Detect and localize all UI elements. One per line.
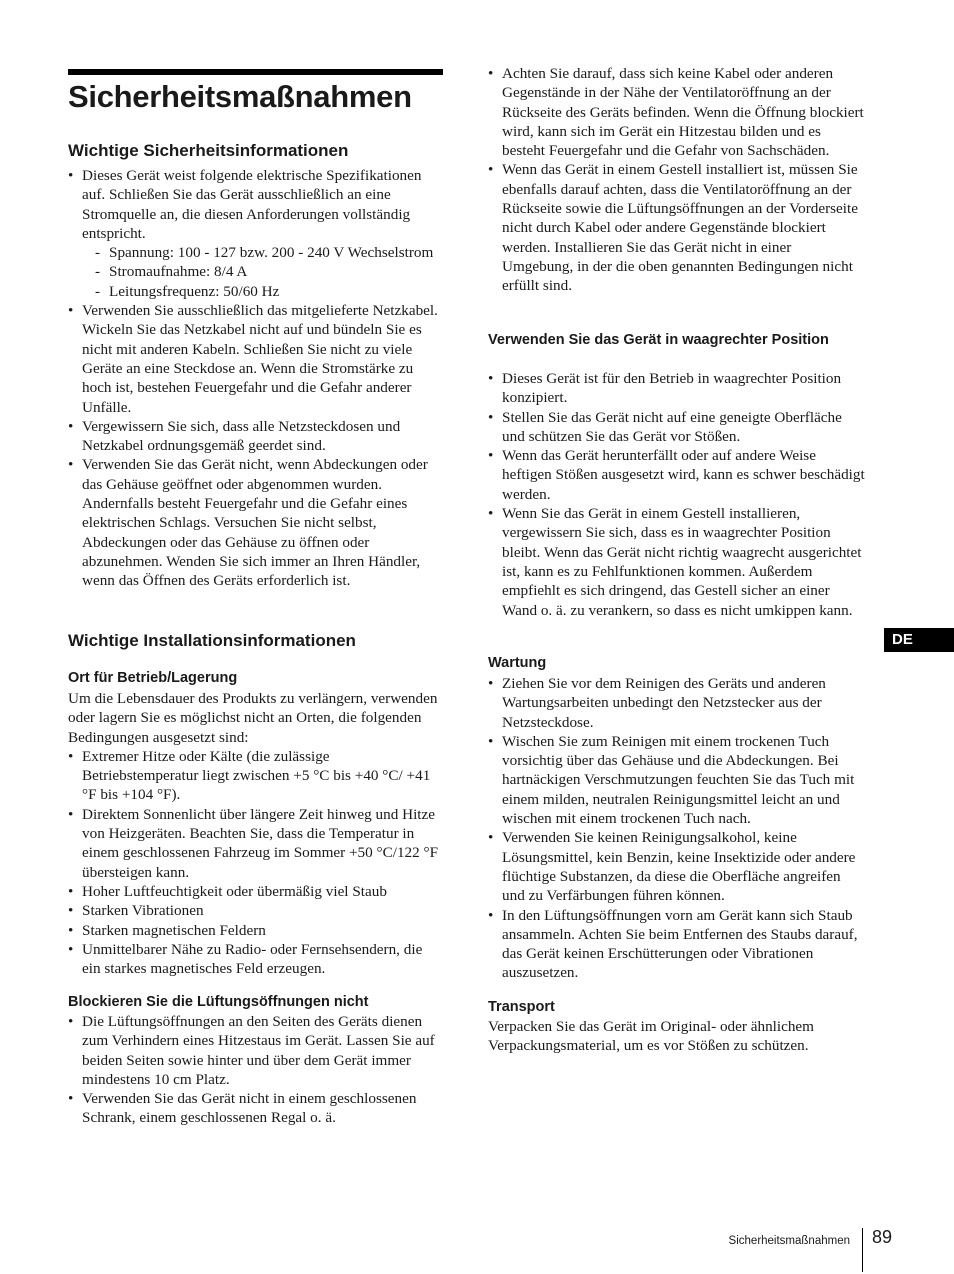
list-item: • Verwenden Sie keinen Reinigungsalkohol, keine Lösungsmittel, kein Benzin, keine Insektizide oder andere flüchtige Substanzen, da diese die Oberfläche angreifen und zu Verfärbungen führen können.: [488, 828, 866, 905]
safety-list: [68, 166, 443, 591]
list-item: • Direktem Sonnenlicht über längere Zeit hinweg und Hitze von Heizgeräten. Beachten Sie, dass die Temperatur in einem geschlossenen Fahrzeug im Sommer +50 °C/122 °F übersteigen kann.: [68, 805, 443, 882]
install-heading: Wichtige Installationsinformationen: [68, 631, 356, 650]
list-item: • Verwenden Sie das Gerät nicht in einem geschlossenen Schrank, einem geschlossenen Regal o. ä.: [68, 1089, 443, 1128]
vents-list: [68, 1012, 443, 1128]
transport-heading: Transport: [488, 999, 555, 1015]
list-item: • Vergewissern Sie sich, dass alle Netzsteckdosen und Netzkabel ordnungsgemäß geerdet sind.: [68, 417, 443, 456]
horizontal-heading: Verwenden Sie das Gerät in waagrechter Position: [488, 332, 829, 348]
location-intro: Um die Lebensdauer des Produkts zu verlängern, verwenden oder lagern Sie es möglichst nicht an Orten, die folgenden Bedingungen ausgesetzt sind:: [68, 690, 438, 746]
list-item: • Achten Sie darauf, dass sich keine Kabel oder anderen Gegenstände in der Nähe der Ventilatoröffnung an der Rückseite des Geräts befinden. Wenn die Öffnung blockiert wird, kann sich im Gerät ein Hitzestau bilden und es besteht Feuergefahr und die Gefahr von Sachschäden.: [488, 64, 866, 160]
list-item: • Starken magnetischen Feldern: [68, 921, 443, 940]
list-item: • Wenn das Gerät herunterfällt oder auf andere Weise heftigen Stößen ausgesetzt wird, kann es schwer beschädigt werden.: [488, 446, 866, 504]
list-item-text: Dieses Gerät weist folgende elektrische Spezifikationen auf. Schließen Sie das Gerät ausschließlich an eine Stromquelle an, die diesen Anforderungen vollständig entspricht.: [82, 167, 422, 242]
list-item: • Die Lüftungsöffnungen an den Seiten des Geräts dienen zum Verhindern eines Hitzestaus im Gerät. Lassen Sie auf beiden Seiten sowie hinter und über dem Gerät immer mindestens 10 cm Platz.: [68, 1012, 443, 1089]
vents-heading: Blockieren Sie die Lüftungsöffnungen nicht: [68, 994, 369, 1010]
spec-item: - Spannung: 100 - 127 bzw. 200 - 240 V Wechselstrom: [95, 243, 443, 262]
title-rule: [68, 69, 443, 75]
spec-item: - Stromaufnahme: 8/4 A: [95, 262, 443, 281]
location-heading: Ort für Betrieb/Lagerung: [68, 670, 238, 686]
language-tab: DE: [884, 628, 954, 652]
list-item: • Extremer Hitze oder Kälte (die zulässige Betriebstemperatur liegt zwischen +5 °C bis +40 °C/ +41 °F bis +104 °F).: [68, 747, 443, 805]
maintenance-list: [488, 674, 866, 983]
location-section: [68, 689, 443, 978]
page-title: Sicherheitsmaßnahmen: [68, 79, 412, 114]
list-item: • Dieses Gerät ist für den Betrieb in waagrechter Position konzipiert.: [488, 369, 866, 408]
list-item: • Ziehen Sie vor dem Reinigen des Geräts und anderen Wartungsarbeiten unbedingt den Netzstecker aus der Netzsteckdose.: [488, 674, 866, 732]
list-item: • Wenn das Gerät in einem Gestell installiert ist, müssen Sie ebenfalls darauf achten, dass die Ventilatoröffnung an der Rückseite sowie die Lüftungsöffnungen an der Vorderseite nicht durch Kabel oder andere Gegenstände blockiert werden. Installieren Sie das Gerät nicht in einer Umgebung, in der die oben genannten Bedingungen nicht erfüllt sind.: [488, 160, 866, 295]
list-item: • Stellen Sie das Gerät nicht auf eine geneigte Oberfläche und schützen Sie das Gerät vor Stößen.: [488, 408, 866, 447]
vents-continued-list: [488, 64, 866, 296]
safety-heading: Wichtige Sicherheitsinformationen: [68, 141, 349, 160]
list-item: • Starken Vibrationen: [68, 901, 443, 920]
list-item: • Unmittelbarer Nähe zu Radio- oder Fernsehsendern, die ein starkes magnetisches Feld erzeugen.: [68, 940, 443, 979]
transport-text: Verpacken Sie das Gerät im Original- oder ähnlichem Verpackungsmaterial, um es vor Stößen zu schützen.: [488, 1018, 814, 1055]
horizontal-list: [488, 369, 866, 620]
list-item: • Hoher Luftfeuchtigkeit oder übermäßig viel Staub: [68, 882, 443, 901]
list-item: • In den Lüftungsöffnungen vorn am Gerät kann sich Staub ansammeln. Achten Sie beim Entfernen des Staubs darauf, das Gerät keinen Erschütterungen oder Vibrationen auszusetzen.: [488, 906, 866, 983]
spec-item: - Leitungsfrequenz: 50/60 Hz: [95, 282, 443, 301]
maintenance-heading: Wartung: [488, 655, 547, 671]
list-item: • Wenn Sie das Gerät in einem Gestell installieren, vergewissern Sie sich, dass es in waagrechter Position bleibt. Wenn das Gerät nicht richtig waagrecht ausgerichtet ist, kann es zu Fehlfunktionen kommen. Außerdem empfiehlt es sich dringend, das Gestell sicher an einer Wand o. ä. zu verankern, so dass es nicht umkippen kann.: [488, 504, 866, 620]
transport-section: [488, 1017, 866, 1056]
spec-list: [82, 243, 443, 301]
page-number: 89: [872, 1227, 893, 1247]
footer-divider: [862, 1228, 863, 1272]
footer-section-title: Sicherheitsmaßnahmen: [728, 1235, 850, 1247]
list-item: [68, 166, 443, 301]
list-item: • Wischen Sie zum Reinigen mit einem trockenen Tuch vorsichtig über das Gehäuse und die Abdeckungen. Bei hartnäckigen Verschmutzungen feuchten Sie das Tuch mit einem milden, neutralen Reinigungsmittel leicht an und wischen mit einem trockenen Tuch nach.: [488, 732, 866, 828]
list-item: • Verwenden Sie ausschließlich das mitgelieferte Netzkabel. Wickeln Sie das Netzkabel nicht auf und bündeln Sie es nicht mit anderen Kabeln. Schließen Sie nicht zu viele Geräte an eine Steckdose an. Wenn die Stromstärke zu hoch ist, bestehen Feuergefahr und die Gefahr anderer Unfälle.: [68, 301, 443, 417]
list-item: • Verwenden Sie das Gerät nicht, wenn Abdeckungen oder das Gehäuse geöffnet oder abgenommen wurden. Andernfalls besteht Feuergefahr und die Gefahr eines elektrischen Schlags. Versuchen Sie nicht selbst, Abdeckungen oder das Gehäuse zu öffnen oder abzunehmen. Wenden Sie sich immer an Ihren Händler, wenn das Öffnen des Geräts erforderlich ist.: [68, 455, 443, 590]
